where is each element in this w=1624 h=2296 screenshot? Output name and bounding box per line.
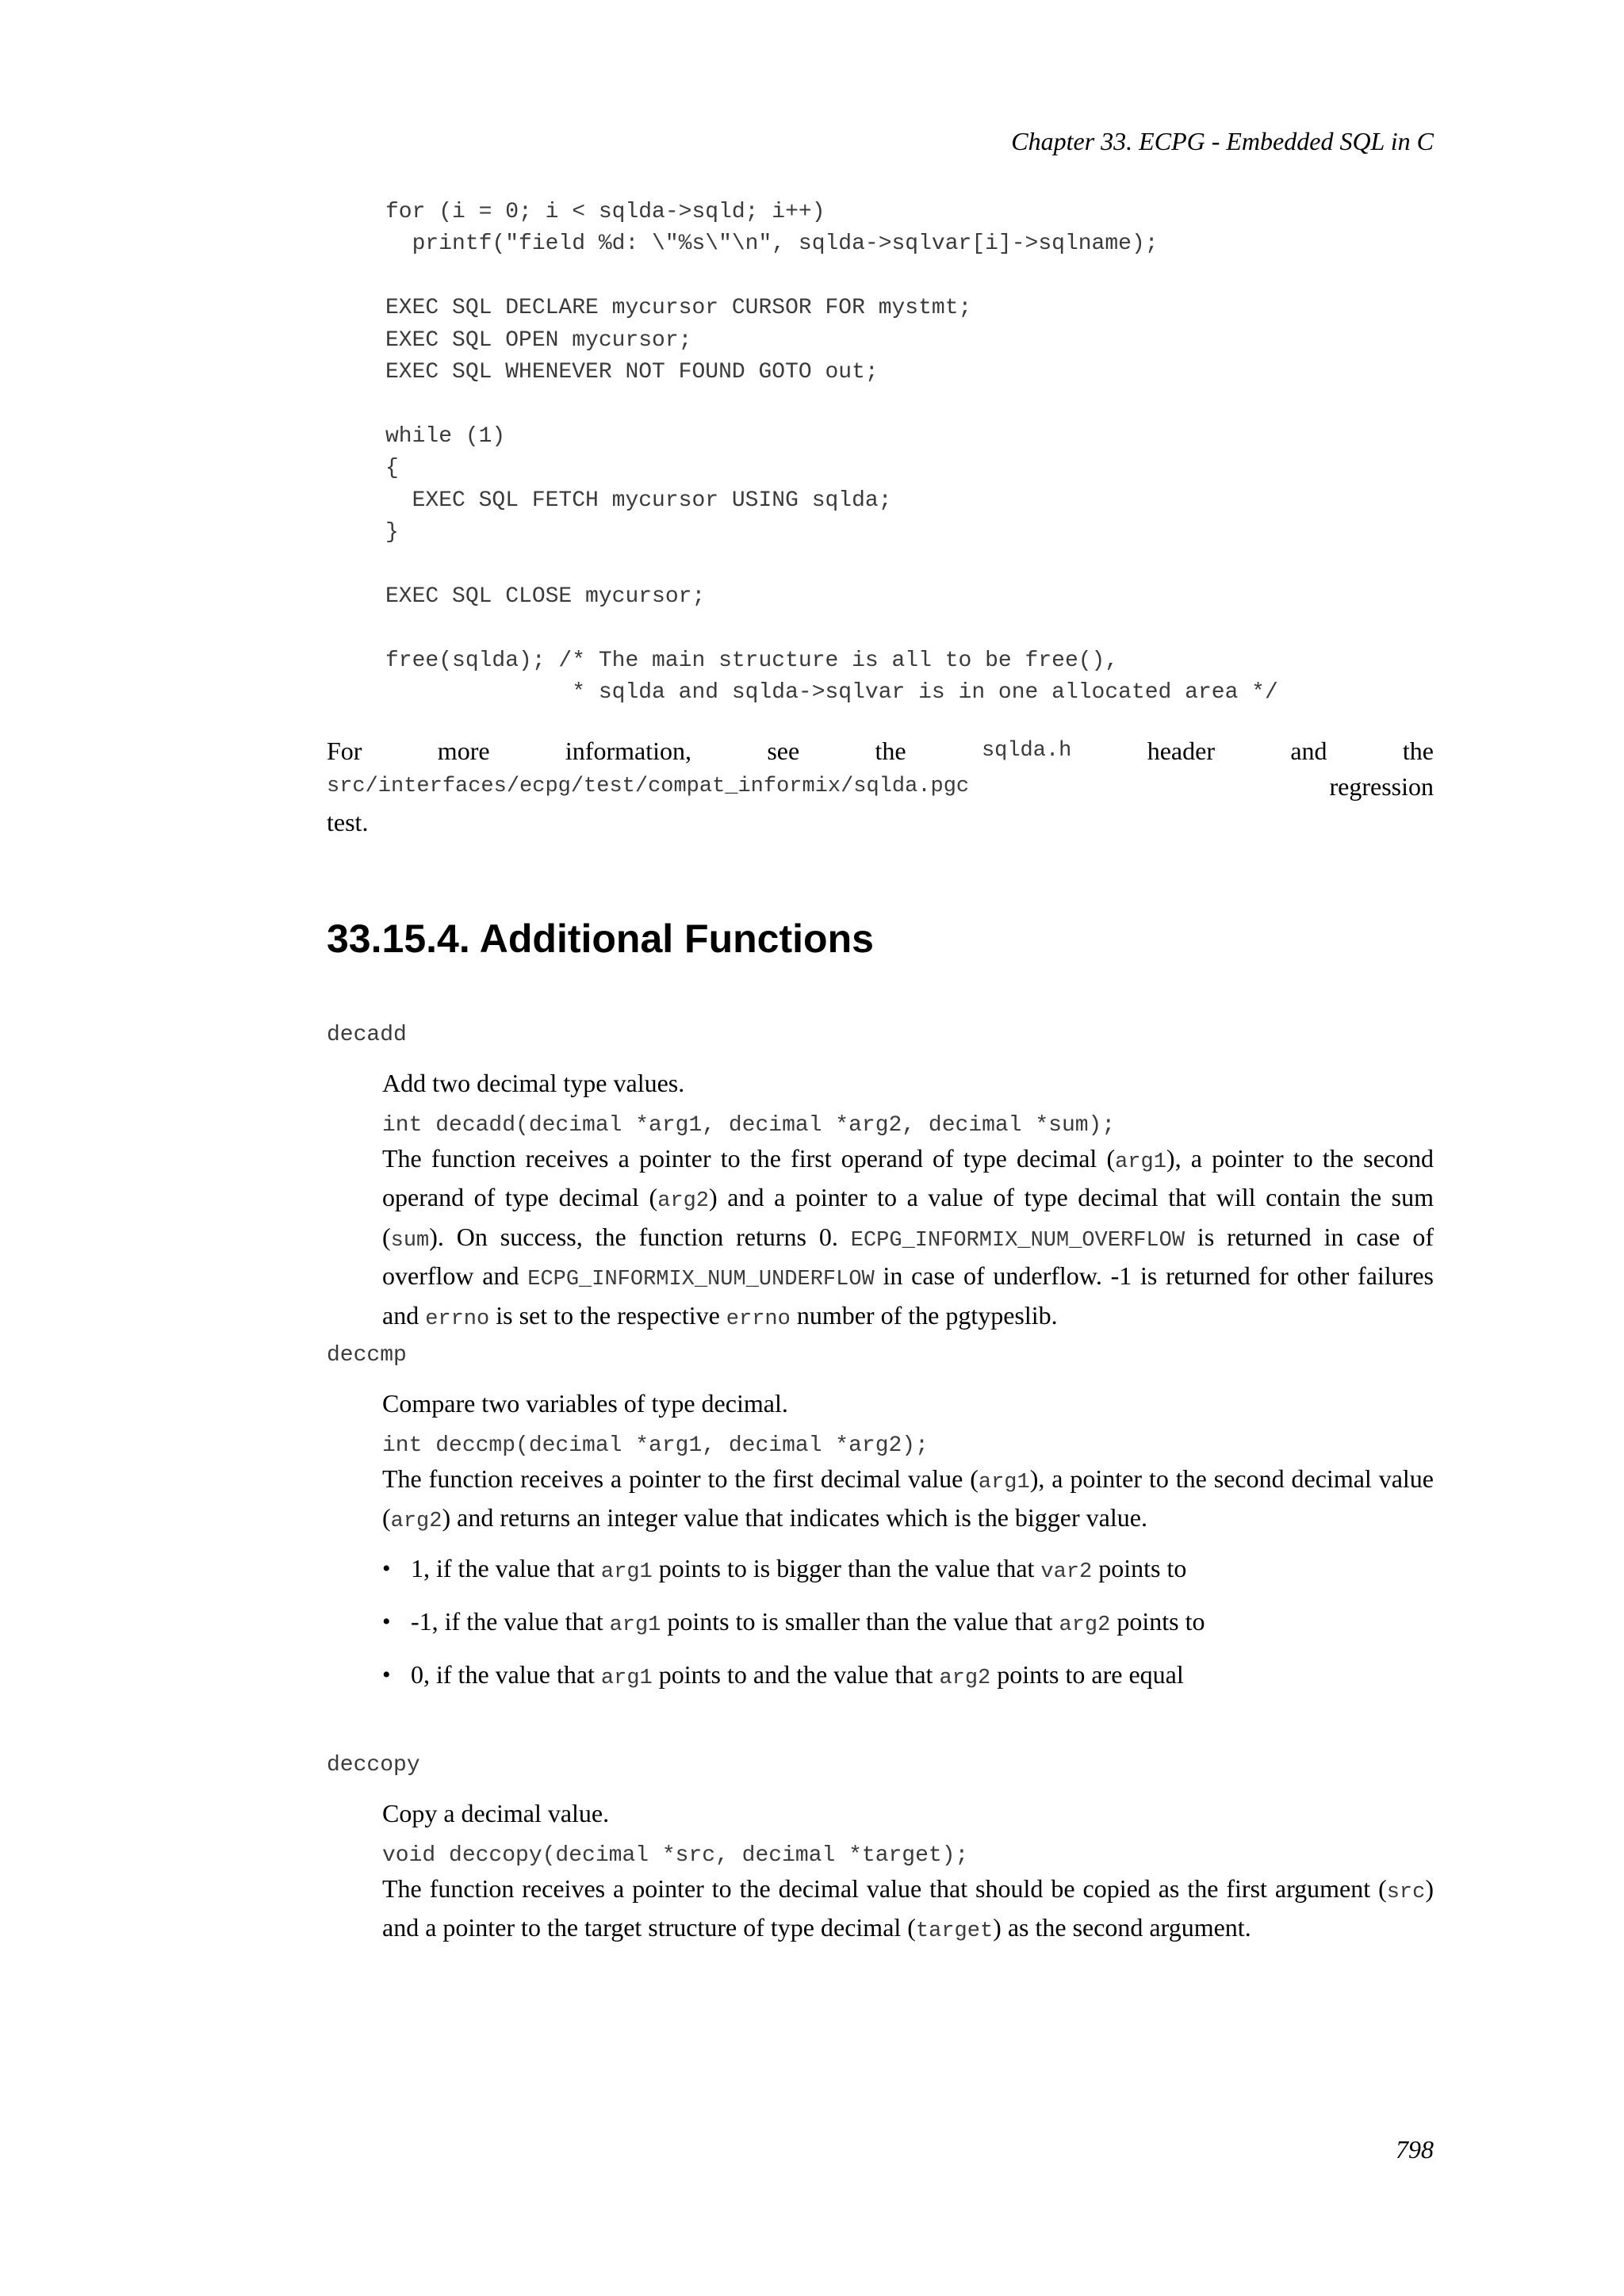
more-info-paragraph	[327, 733, 1434, 840]
deccmp-description: The function receives a pointer to the first decimal value (arg1), a pointer to the second decimal value (arg2) and returns an integer value that indicates which is the bigger value.	[382, 1464, 1434, 1533]
code-listing: for (i = 0; i < sqlda->sqld; i++) printf("field %d: \"%s\"\n", sqlda->sqlvar[i]->sqlname); EXEC SQL DECLARE mycursor CURSOR FOR mystmt; EXEC SQL OPEN mycursor; EXEC SQL WHENEVER NOT FOUND GOTO out; while (1) { EXEC SQL FETCH mycursor USING sqlda; } EXEC SQL CLOSE mycursor; free(sqlda); /* The main structure is all to be free(), * sqlda and sqlda->sqlvar is in one allocated area */	[385, 200, 1278, 706]
list-item: • 0, if the value that arg1 points to and the value that arg2 points to are equal	[382, 1657, 1434, 1697]
page-number: 798	[1396, 2135, 1434, 2164]
entry-deccmp	[382, 1386, 1434, 1710]
more-info-line-1: For more information, see the sqlda.h header and the	[327, 733, 1434, 769]
header-file-name: sqlda.h	[981, 739, 1072, 763]
deccopy-synopsis: void deccopy(decimal *src, decimal *target);	[382, 1843, 969, 1868]
decadd-synopsis: int decadd(decimal *arg1, decimal *arg2, decimal *sum);	[382, 1112, 1116, 1138]
more-info-line-3: test.	[327, 808, 369, 836]
term-deccopy: deccopy	[327, 1753, 420, 1777]
decadd-description: The function receives a pointer to the first operand of type decimal (arg1), a pointer to the second operand of type decimal (arg2) and a pointer to a value of type decimal that will contain the sum (sum). On success, the function returns 0. ECPG_INFORMIX_NUM_OVERFLOW is returned in case of overflow and ECPG_INFORMIX_NUM_UNDERFLOW in case of underflow. -1 is returned for other failures and errno is set to the respective errno number of the pgtypeslib.	[382, 1143, 1434, 1331]
deccmp-synopsis: int deccmp(decimal *arg1, decimal *arg2);	[382, 1433, 929, 1458]
section-title: 33.15.4. Additional Functions	[327, 916, 874, 961]
deccmp-result-list	[382, 1551, 1434, 1697]
deccmp-summary: Compare two variables of type decimal.	[382, 1389, 788, 1418]
list-item: • -1, if the value that arg1 points to is smaller than the value that arg2 points to	[382, 1604, 1434, 1644]
deccopy-summary: Copy a decimal value.	[382, 1799, 610, 1827]
more-info-line-2: src/interfaces/ecpg/test/compat_informix/sqlda.pgc regression	[327, 769, 1434, 805]
deccopy-description: The function receives a pointer to the decimal value that should be copied as the first argument (src) and a pointer to the target structure of type decimal (target) as the second argument.	[382, 1873, 1434, 1943]
term-decadd: decadd	[327, 1023, 407, 1047]
term-deccmp: deccmp	[327, 1343, 407, 1368]
regression-test-path: src/interfaces/ecpg/test/compat_informix/sqlda.pgc	[327, 775, 970, 798]
decadd-summary: Add two decimal type values.	[382, 1069, 685, 1097]
entry-deccopy	[382, 1796, 1434, 1950]
list-item: • 1, if the value that arg1 points to is bigger than the value that var2 points to	[382, 1551, 1434, 1590]
running-header: Chapter 33. ECPG - Embedded SQL in C	[1011, 127, 1434, 155]
entry-decadd	[382, 1066, 1434, 1337]
